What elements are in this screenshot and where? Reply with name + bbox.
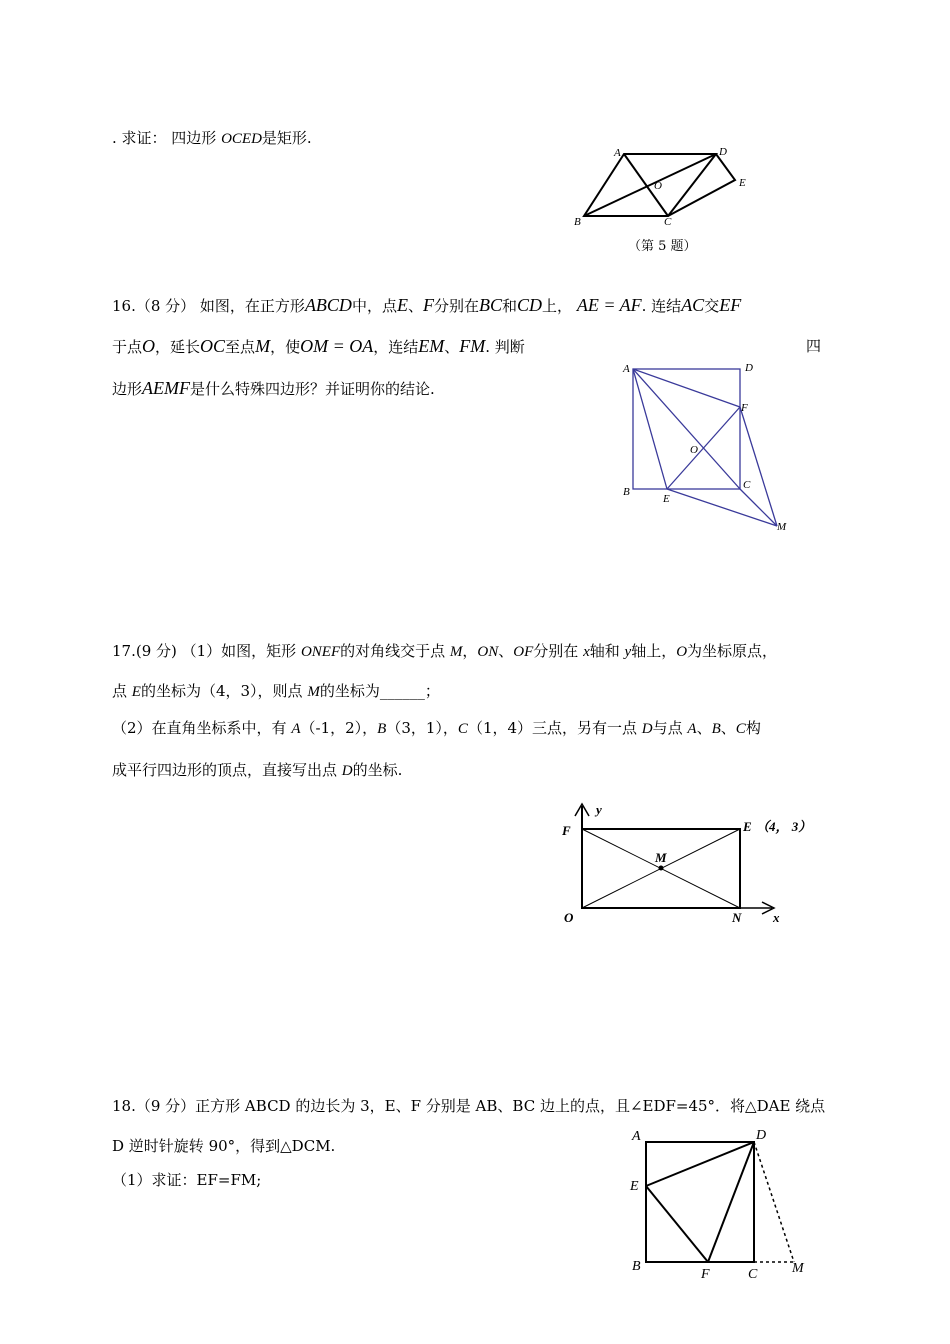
q16-line-1: 16.（8 分） 如图，在正方形ABCD中，点E、F分别在BC和CD上， AE = AF. 连结AC交EF bbox=[112, 295, 742, 315]
q17-label-e-coord: （4， 3） bbox=[756, 819, 812, 834]
q15-figure bbox=[570, 140, 770, 230]
q16-label-m: M bbox=[777, 521, 787, 533]
q18-line-2: D 逆时针旋转 90°，得到△DCM. bbox=[112, 1137, 336, 1155]
q16-label-b: B bbox=[623, 486, 630, 498]
q18-label-a: A bbox=[632, 1129, 641, 1144]
q16-label-f: F bbox=[741, 402, 748, 414]
q15-figure-caption: （第 5 题） bbox=[628, 239, 697, 254]
q17-label-e: E bbox=[743, 819, 752, 834]
q15-prove-line: . 求证： 四边形 OCED是矩形. bbox=[112, 129, 312, 147]
q16-label-e: E bbox=[663, 493, 670, 505]
q17-label-m: M bbox=[655, 850, 667, 865]
q15-label-b: B bbox=[574, 216, 581, 228]
q18-label-b: B bbox=[632, 1259, 641, 1274]
q17-label-x: x bbox=[773, 910, 780, 925]
q17-label-n: N bbox=[732, 910, 742, 925]
q17-label-y: y bbox=[596, 802, 602, 817]
q18-label-m: M bbox=[792, 1261, 804, 1276]
q16-label-a: A bbox=[623, 363, 630, 375]
q16-line-3: 边形AEMF是什么特殊四边形？并证明你的结论. bbox=[112, 378, 435, 398]
q16-line-2: 于点O，延长OC至点M，使OM = OA，连结EM、FM. 判断 bbox=[112, 336, 525, 356]
q16-figure bbox=[615, 355, 800, 535]
q16-label-c: C bbox=[743, 479, 751, 491]
q15-label-o: O bbox=[654, 180, 662, 192]
q18-line-3: （1）求证：EF=FM; bbox=[112, 1171, 262, 1189]
q18-label-d: D bbox=[756, 1128, 767, 1143]
q18-figure bbox=[620, 1120, 820, 1285]
q17-label-o: O bbox=[564, 910, 574, 925]
q17-label-f: F bbox=[562, 823, 571, 838]
q17-figure bbox=[560, 800, 845, 930]
q15-label-e: E bbox=[739, 177, 746, 189]
q17-line-4: 成平行四边形的顶点，直接写出点 D的坐标. bbox=[112, 761, 403, 779]
q18-label-c: C bbox=[748, 1267, 758, 1282]
q15-label-d: D bbox=[719, 146, 727, 158]
q17-line-1: 17.(9 分) （1）如图，矩形 ONEF的对角线交于点 M，ON、OF分别在 x轴和 y轴上，O为坐标原点， bbox=[112, 642, 778, 660]
q18-label-f: F bbox=[701, 1267, 710, 1282]
q18-label-e: E bbox=[630, 1179, 639, 1194]
q17-line-2: 点 E的坐标为（4，3），则点 M的坐标为______； bbox=[112, 682, 440, 700]
q16-label-d: D bbox=[745, 362, 753, 374]
q15-label-a: A bbox=[614, 147, 621, 159]
q18-line-1: 18.（9 分）正方形 ABCD 的边长为 3，E、F 分别是 AB、BC 边上的点，且∠EDF=45°．将△DAE 绕点 bbox=[112, 1097, 826, 1115]
q16-label-o: O bbox=[690, 444, 698, 456]
q16-line-2-end: 四 bbox=[806, 337, 822, 355]
q15-label-c: C bbox=[664, 216, 672, 228]
q17-line-3: （2）在直角坐标系中，有 A（-1，2），B（3，1），C（1，4）三点，另有一点 D与点 A、B、C构 bbox=[112, 719, 761, 737]
